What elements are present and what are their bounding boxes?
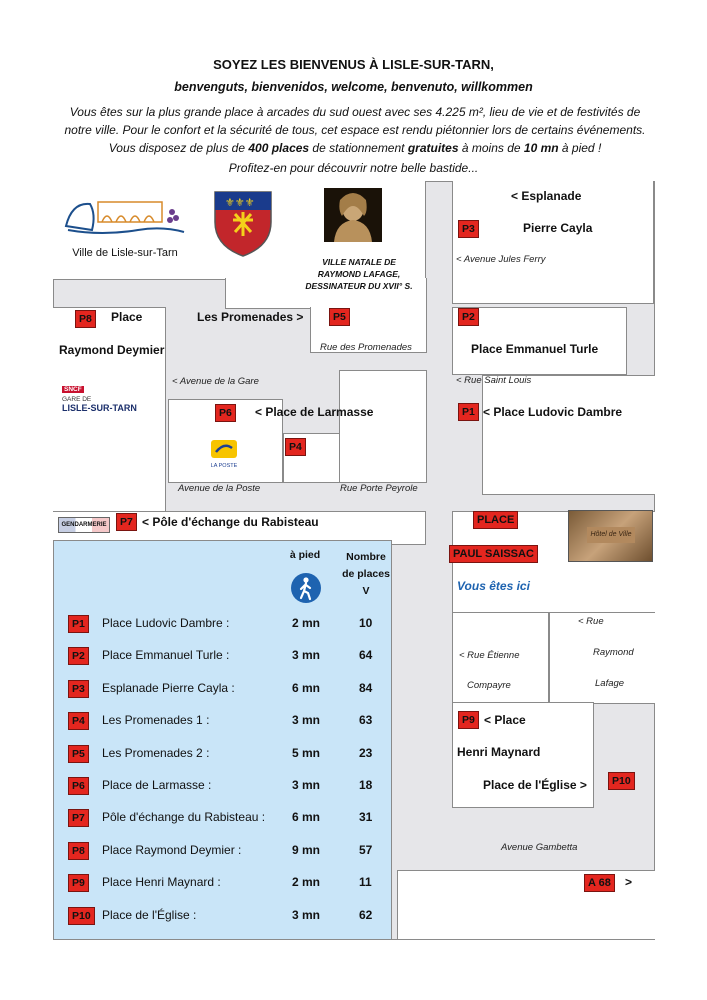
places-count: 57 [359, 842, 373, 857]
page-title: SOYEZ LES BIENVENUS À LISLE-SUR-TARN, [213, 57, 494, 72]
table-row [54, 899, 391, 931]
parking-code[interactable]: P10 [68, 907, 95, 925]
block-rue-porte [339, 370, 427, 483]
label-promenades: Les Promenades > [197, 310, 304, 324]
badge-p4[interactable]: P4 [285, 438, 306, 456]
badge-p8[interactable]: P8 [75, 310, 96, 328]
walk-time: 5 mn [292, 745, 321, 760]
badge-p1[interactable]: P1 [458, 403, 479, 421]
road-etienne-1: < Rue Étienne [459, 650, 520, 661]
parking-name: Place Ludovic Dambre : [102, 616, 230, 630]
road-lafage-1: < Rue [578, 616, 604, 627]
parking-name: Place Emmanuel Turle : [102, 648, 230, 663]
label-larmasse: < Place de Larmasse [255, 405, 374, 419]
pedestrian-icon [290, 572, 322, 604]
badge-p2[interactable]: P2 [458, 308, 479, 326]
walk-time: 3 mn [292, 713, 321, 728]
bridge-arcade-icon [62, 190, 188, 240]
intro-text-g: à pied ! [558, 141, 602, 155]
parking-name: Esplanade Pierre Cayla : [102, 680, 235, 695]
svg-text:⚜⚜⚜: ⚜⚜⚜ [225, 196, 255, 209]
parking-code[interactable]: P2 [68, 647, 89, 665]
parking-code[interactable]: P1 [68, 615, 89, 633]
gare-line1: GARE DE [62, 396, 92, 403]
col-header-walk: à pied [289, 549, 321, 561]
places-count: 63 [359, 713, 373, 728]
raymond-lafage-bust-image [324, 188, 382, 242]
road-lafage-3: Lafage [595, 678, 625, 689]
label-maynard-2: Henri Maynard [457, 745, 541, 759]
badge-p9[interactable]: P9 [458, 711, 479, 729]
coat-of-arms-icon [211, 188, 275, 258]
table-row [54, 607, 391, 639]
block-bottom-right [397, 870, 655, 939]
parking-code[interactable]: P7 [68, 809, 89, 827]
parking-name: Les Promenades 1 : [102, 713, 210, 728]
label-turle: Place Emmanuel Turle [471, 342, 599, 356]
gare-sncf-sign [62, 378, 142, 413]
road-rue-promenades: Rue des Promenades [320, 342, 412, 353]
badge-p7[interactable]: P7 [116, 513, 137, 531]
hotel-de-ville-plaque: Hôtel de Ville [587, 527, 635, 543]
col-header-places-2: de places [342, 568, 390, 580]
hotel-de-ville-image [568, 510, 653, 562]
vous-etes-ici: Vous êtes ici [457, 579, 530, 593]
col-header-places [336, 549, 396, 600]
parking-code[interactable]: P9 [68, 874, 89, 892]
welcome-languages: benvenguts, bienvenidos, welcome, benvenuto, willkommen [174, 80, 533, 94]
discover-line: Profitez-en pour découvrir notre belle bastide... [228, 161, 479, 175]
road-avenue-poste: Avenue de la Poste [178, 483, 261, 494]
road-rue-saint-louis: < Rue Saint Louis [456, 375, 532, 386]
places-count: 18 [359, 778, 373, 792]
places-count: 84 [359, 680, 373, 695]
intro-10mn: 10 mn [523, 141, 559, 155]
label-rabisteau: < Pôle d'échange du Rabisteau [142, 515, 319, 529]
intro-text-c: de stationnement [309, 141, 408, 155]
intro-gratuites: gratuites [407, 141, 459, 155]
label-saissac-1: PLACE [473, 511, 518, 529]
road-etienne-2: Compayre [467, 680, 511, 691]
gendarmerie-label: GENDARMERIE [59, 518, 109, 532]
badge-p3[interactable]: P3 [458, 220, 479, 238]
table-row [54, 704, 391, 736]
road-jules-ferry: < Avenue Jules Ferry [456, 254, 546, 265]
native-caption-line3: DESSINATEUR DU XVII° S. [305, 281, 413, 291]
label-raymond-2: Raymond Deymier [59, 343, 165, 357]
table-row [54, 639, 391, 671]
parking-code[interactable]: P8 [68, 842, 89, 860]
sncf-logo: SNCF [64, 386, 82, 393]
walk-time: 6 mn [292, 680, 321, 695]
intro-paragraph [60, 103, 650, 157]
places-count: 64 [359, 648, 373, 663]
road-avenue-gare: < Avenue de la Gare [172, 376, 259, 387]
parking-code[interactable]: P4 [68, 712, 89, 730]
table-row [54, 834, 391, 866]
walk-time: 3 mn [292, 907, 321, 922]
la-poste-icon [204, 440, 244, 469]
walk-time: 2 mn [292, 616, 321, 630]
walk-time: 9 mn [292, 842, 321, 857]
parking-code[interactable]: P3 [68, 680, 89, 698]
parking-name: Place Raymond Deymier : [102, 842, 242, 857]
block-dambre [482, 375, 655, 495]
walk-time: 2 mn [292, 875, 321, 890]
table-row [54, 672, 391, 704]
label-raymond-1: Place [111, 310, 143, 324]
places-count: 10 [359, 616, 373, 630]
native-caption-line2: RAYMOND LAFAGE, [317, 269, 401, 279]
parking-name: Place de Larmasse : [102, 778, 212, 792]
parking-name: Les Promenades 2 : [102, 745, 210, 760]
gendarmerie-sign [58, 517, 110, 533]
label-esplanade-1: < Esplanade [511, 189, 582, 203]
table-row [54, 801, 391, 833]
road-avenue-gambetta: Avenue Gambetta [501, 842, 578, 853]
badge-p10[interactable]: P10 [608, 772, 635, 790]
col-header-places-1: Nombre [346, 551, 386, 563]
logo-label: Ville de Lisle-sur-Tarn [72, 247, 178, 259]
parking-table [53, 540, 392, 940]
table-row [54, 737, 391, 769]
label-saissac-2: PAUL SAISSAC [449, 545, 538, 563]
badge-a68[interactable]: A 68 [584, 874, 615, 892]
road-lafage-2: Raymond [593, 647, 634, 658]
intro-text-e: à moins de [458, 141, 524, 155]
walk-time: 3 mn [292, 648, 321, 663]
parking-code[interactable]: P5 [68, 745, 89, 763]
intro-text-a: Vous êtes sur la plus grande place à arcades du sud ouest avec ses 4.225 m², lieu de vie et de festivités de notre ville. Pour le confort et la sécurité de tous, cet espace est rendu piétonnier lors de certains événements. Vous disposez de plus de [64, 105, 646, 155]
parking-name: Place Henri Maynard : [102, 875, 221, 890]
walk-time: 6 mn [292, 810, 321, 825]
la-poste-label: LA POSTE [210, 463, 238, 469]
places-count: 31 [359, 810, 373, 825]
parking-name: Pôle d'échange du Rabisteau : [102, 810, 266, 825]
places-count: 11 [359, 875, 372, 890]
label-esplanade-2: Pierre Cayla [523, 221, 593, 235]
table-row [54, 866, 391, 898]
native-caption-line1: VILLE NATALE DE [322, 257, 396, 267]
walk-time: 3 mn [292, 778, 321, 792]
lisle-sur-tarn-logo [62, 190, 188, 259]
col-header-places-3: V [362, 585, 370, 597]
parking-name: Place de l'Église : [102, 907, 197, 922]
badge-p5[interactable]: P5 [329, 308, 350, 326]
label-eglise: Place de l'Église > [483, 778, 587, 792]
a68-arrow: > [625, 875, 633, 889]
gare-line2: LISLE-SUR-TARN [62, 403, 137, 413]
badge-p6[interactable]: P6 [215, 404, 236, 422]
places-count: 62 [359, 907, 373, 922]
native-caption [294, 256, 424, 292]
table-row [54, 769, 391, 801]
parking-code[interactable]: P6 [68, 777, 89, 795]
road-rue-porte-peyrole: Rue Porte Peyrole [340, 483, 418, 494]
label-dambre: < Place Ludovic Dambre [483, 405, 623, 419]
label-maynard-1: < Place [484, 713, 526, 727]
intro-400-places: 400 places [248, 141, 310, 155]
places-count: 23 [359, 745, 373, 760]
